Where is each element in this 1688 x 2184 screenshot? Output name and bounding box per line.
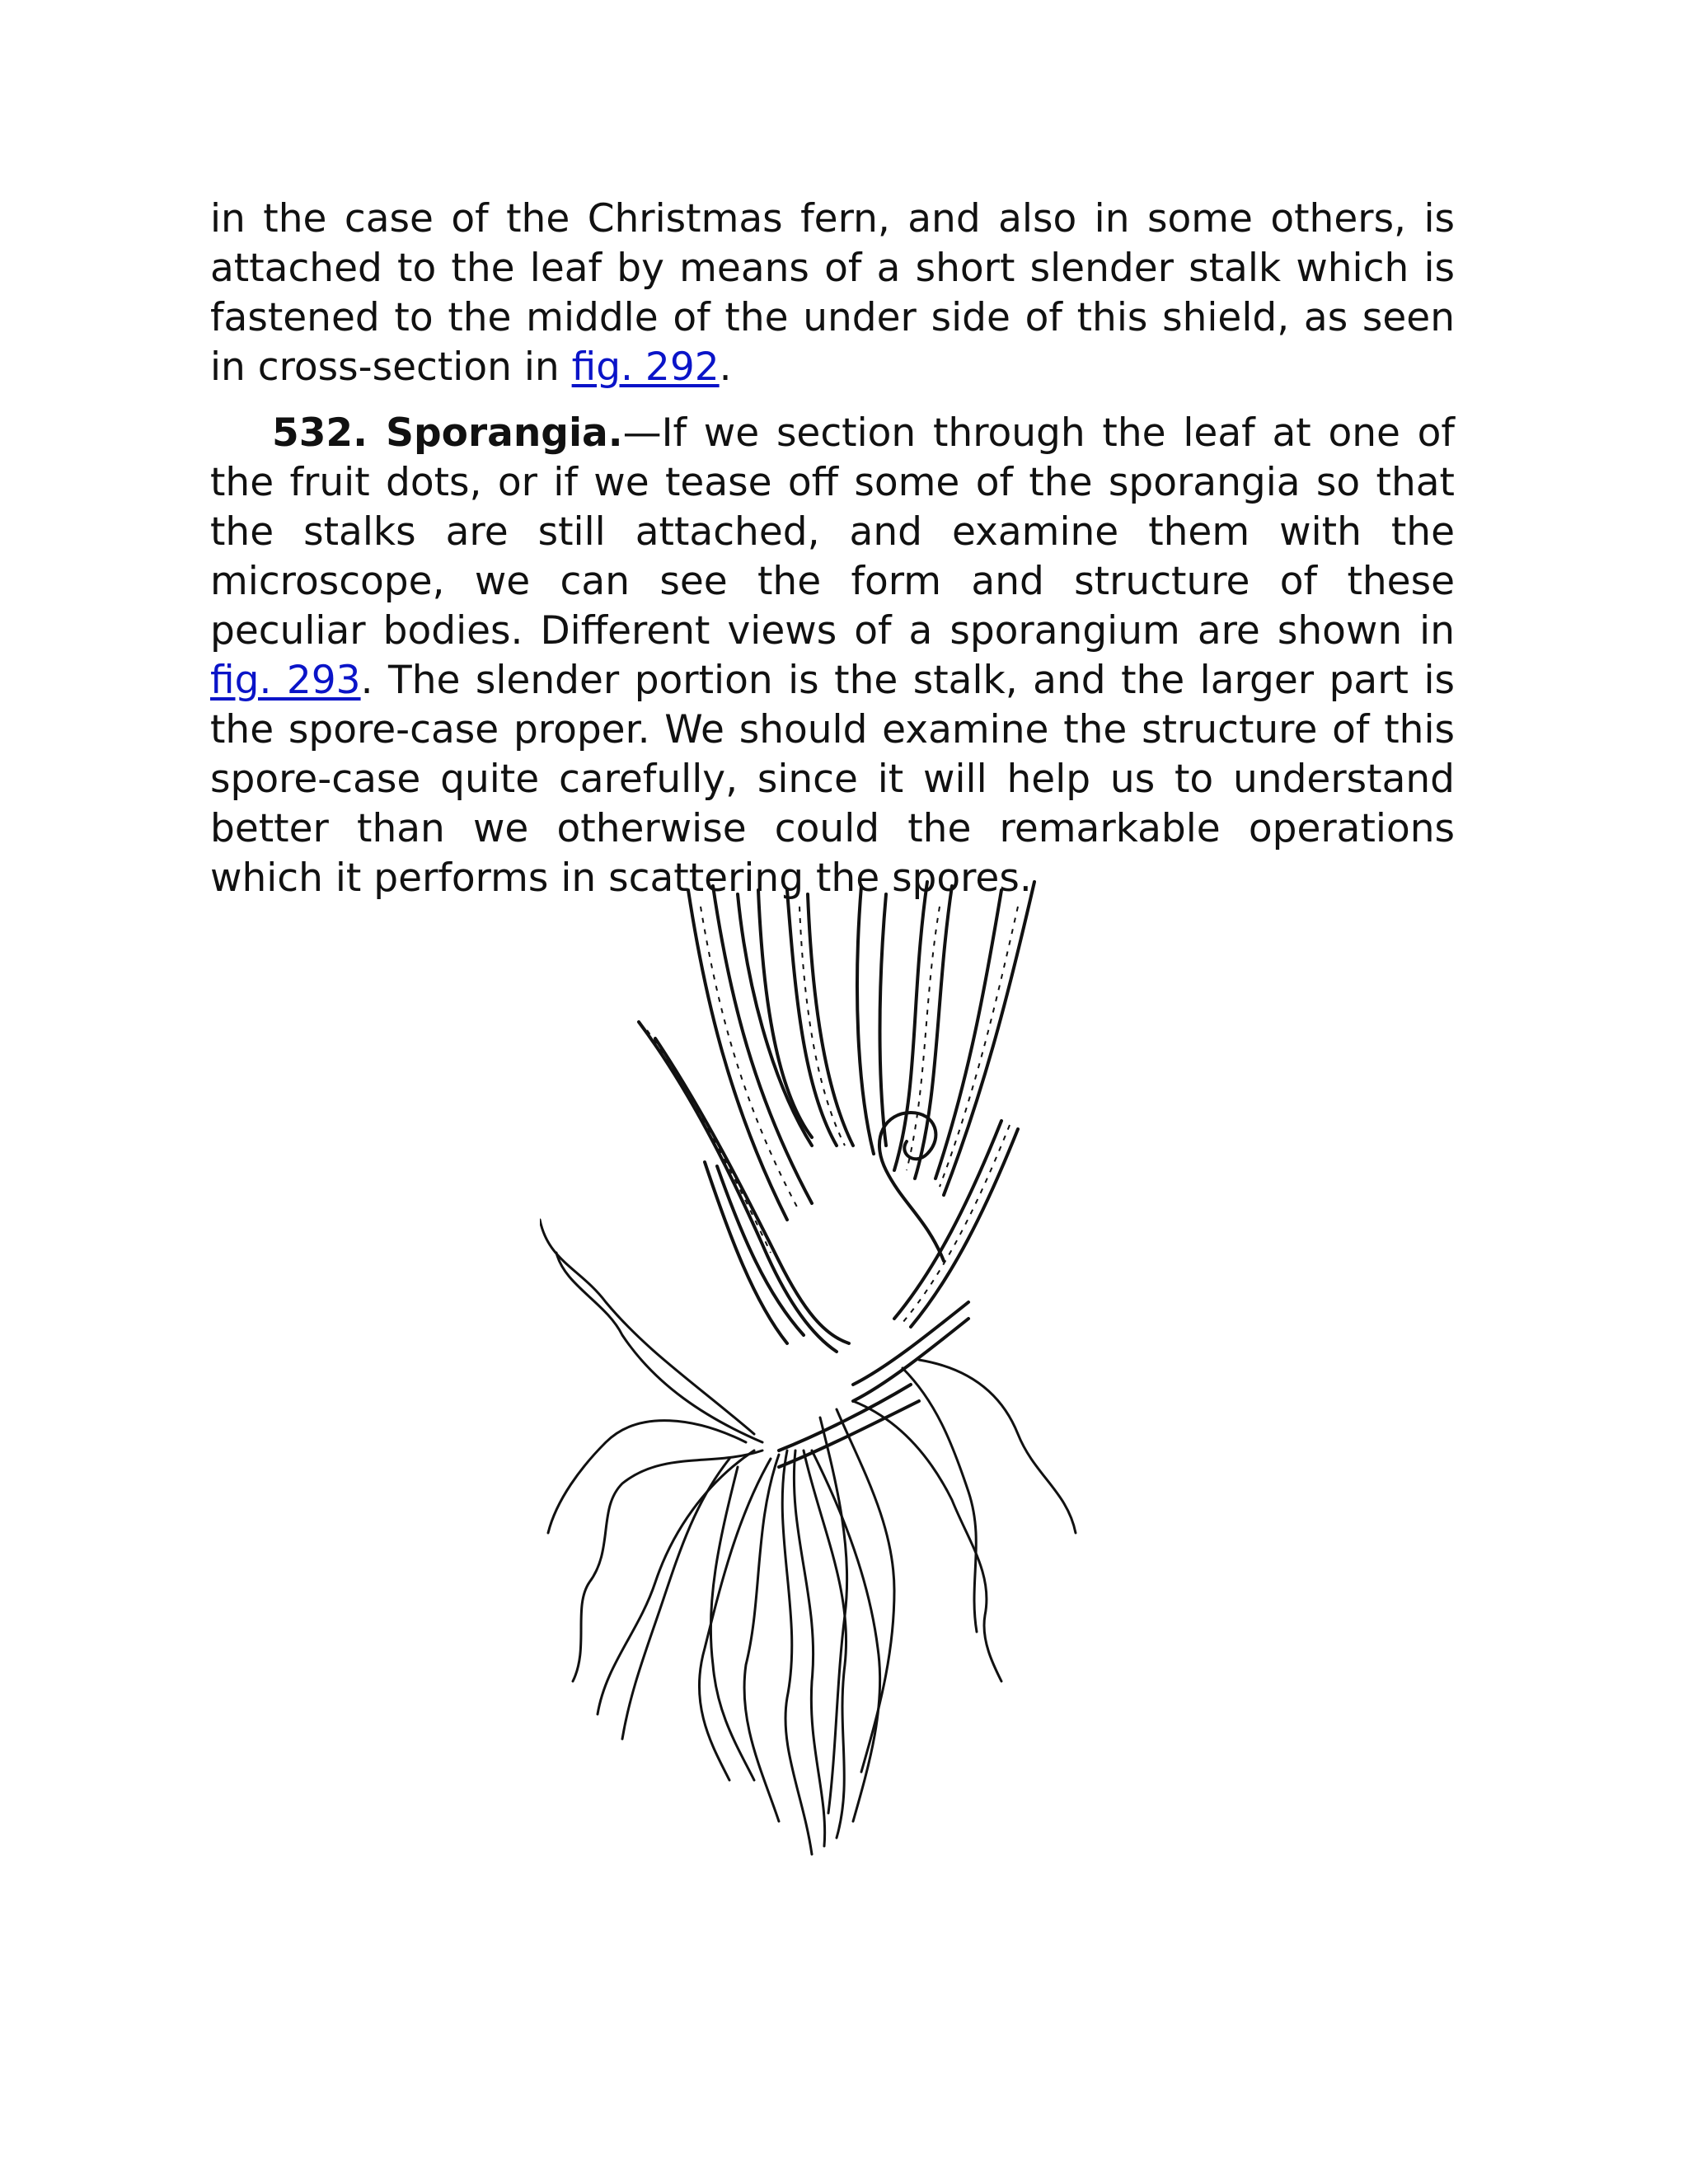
section-heading: 532. Sporangia. xyxy=(272,410,623,456)
page-text xyxy=(210,194,1455,903)
fig-292-link[interactable]: fig. 292 xyxy=(571,344,720,390)
fig-293-link[interactable]: fig. 293 xyxy=(210,658,361,703)
paragraph-1-text: in the case of the Christmas fern, and also in some others, is attached to the leaf by means of a short slender stalk which is fastened to the middle of the under side of this shield, as seen in cross-section in xyxy=(210,196,1455,390)
fern-rootstock-illustration xyxy=(540,874,1100,1863)
fern-drawing xyxy=(540,874,1100,1863)
paragraph-continuation xyxy=(210,194,1455,392)
paragraph-1-end: . xyxy=(719,344,732,390)
paragraph-2-text: —If we section through the leaf at one of the fruit dots, or if we tease off some of the sporangia so that the stalks are still attached, and examine them with the microscope, we can see the form and structure of these peculiar bodies. Different views of a sporangium are shown in xyxy=(210,410,1455,654)
paragraph-2-end: . The slender portion is the stalk, and the larger part is the spore-case proper. We should examine the structure of this spore-case quite carefully, since it will help us to understand better than we otherwise could the remarkable operations which it performs in scattering the spores. xyxy=(210,658,1456,901)
paragraph-sporangia xyxy=(210,409,1455,903)
